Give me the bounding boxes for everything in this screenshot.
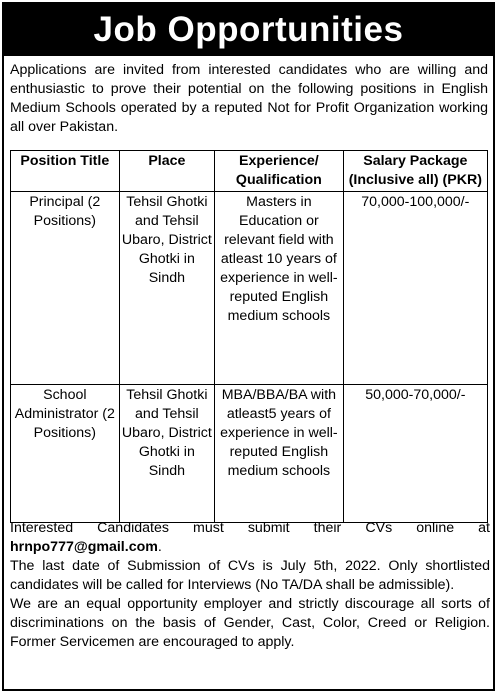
- job-advertisement: [2, 2, 495, 691]
- header-experience: Experience/ Qualification: [215, 151, 344, 192]
- cell-position: Principal (2 Positions): [11, 192, 120, 385]
- contact-email[interactable]: hrnpo777@gmail.com: [10, 539, 158, 555]
- header-salary: Salary Package (Inclusive all) (PKR): [343, 151, 487, 192]
- jobs-table: [10, 150, 488, 523]
- email-suffix: .: [157, 539, 162, 555]
- table-row: [11, 385, 488, 523]
- header-position-title: Position Title: [11, 151, 120, 192]
- footer-text: [10, 519, 490, 652]
- cell-position: School Administrator (2 Positions): [11, 385, 120, 523]
- submission-instructions: [10, 519, 490, 557]
- submit-text: Interested Candidates must submit their CVs online at: [10, 520, 490, 536]
- intro-paragraph: Applications are invited from interested candidates who are willing and enthusiastic to prove their potential on the following positions in English Medium Schools operated by a reputed Not for Profit Organization working all over Pakistan.: [10, 62, 488, 135]
- cell-experience: MBA/BBA/BA with atleast5 years of experience in well-reputed English medium schools: [215, 385, 344, 523]
- cell-place: Tehsil Ghotki and Tehsil Ubaro, District Ghotki in Sindh: [119, 385, 214, 523]
- header-place: Place: [119, 151, 214, 192]
- table-header-row: [11, 151, 488, 192]
- cell-salary: 50,000-70,000/-: [343, 385, 487, 523]
- cell-salary: 70,000-100,000/-: [343, 192, 487, 385]
- cell-place: Tehsil Ghotki and Tehsil Ubaro, District Ghotki in Sindh: [119, 192, 214, 385]
- page-title: Job Opportunities: [4, 4, 493, 56]
- equal-opportunity-note: We are an equal opportunity employer and strictly discourage all sorts of discriminations on the basis of Gender, Cast, Color, Creed or Religion. Former Servicemen are encouraged to apply.: [10, 596, 490, 650]
- cell-experience: Masters in Education or relevant field with atleast 10 years of experience in well-reputed English medium schools: [215, 192, 344, 385]
- table-row: [11, 192, 488, 385]
- deadline-note: The last date of Submission of CVs is July 5th, 2022. Only shortlisted candidates will be called for Interviews (No TA/DA shall be admissible).: [10, 558, 490, 593]
